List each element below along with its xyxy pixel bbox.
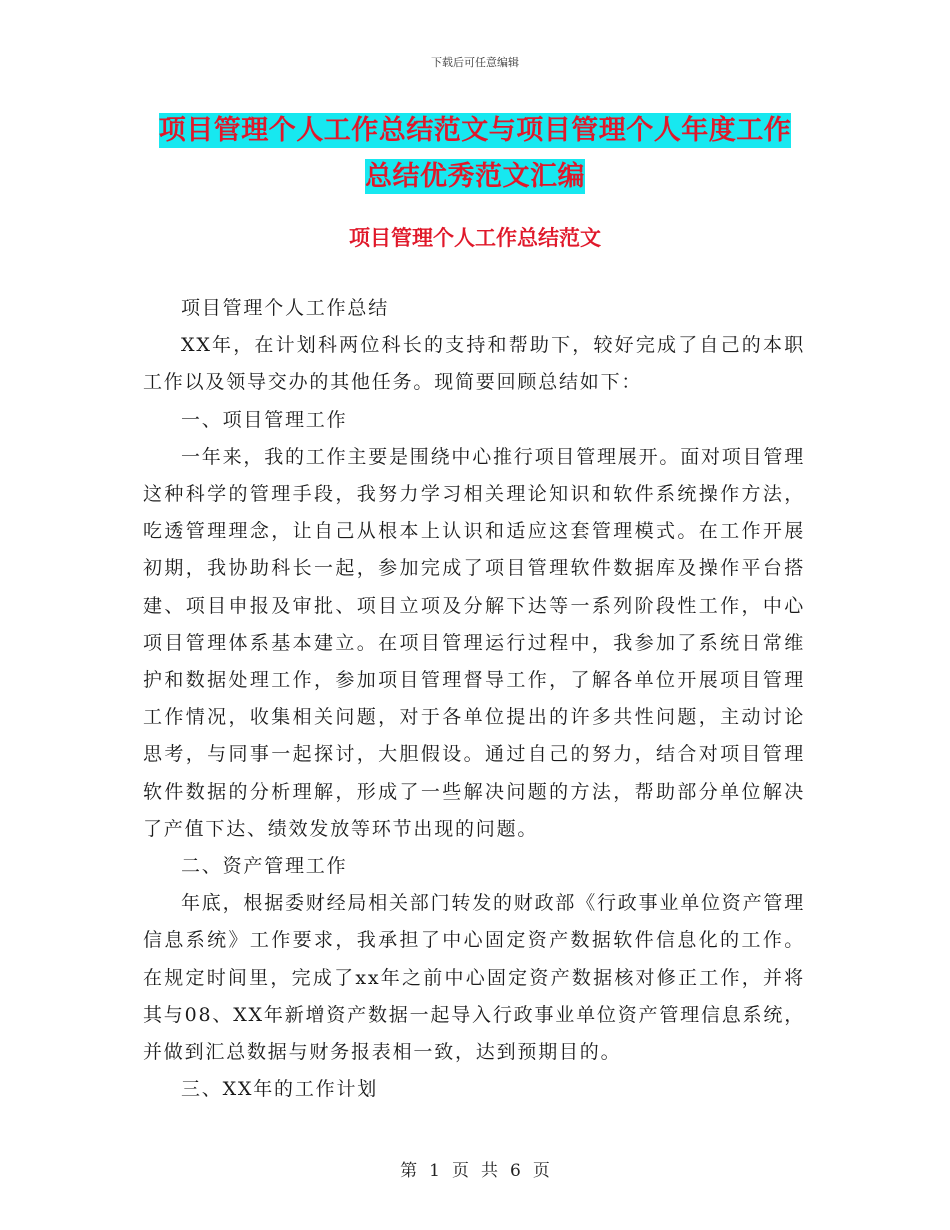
document-body [143, 290, 805, 1108]
paragraph: 年底，根据委财经局相关部门转发的财政部《行政事业单位资产管理信息系统》工作要求，我承担了中心固定资产数据软件信息化的工作。在规定时间里，完成了xx年之前中心固定资产数据核对修正工作，并将其与08、XX年新增资产数据一起导入行政事业单位资产管理信息系统，并做到汇总数据与财务报表相一致，达到预期目的。 [143, 892, 806, 1064]
paragraph: 二、资产管理工作 [181, 855, 348, 878]
paragraph: 一、项目管理工作 [181, 408, 348, 431]
paragraph: 项目管理个人工作总结 [181, 297, 390, 319]
paragraph: 三、XX年的工作计划 [181, 1078, 379, 1101]
footer-page-word: 第 [400, 1161, 418, 1181]
footer-page-number: 1 [429, 1161, 440, 1181]
document-title-text: 项目管理个人工作总结范文与项目管理个人年度工作总结优秀范文汇编 [158, 115, 792, 192]
header-note: 下载后可任意编辑 [431, 56, 519, 69]
footer-page-unit: 页 [452, 1161, 469, 1181]
footer-total-word: 共 [481, 1161, 498, 1181]
document-title [150, 108, 800, 200]
footer-total-unit: 页 [532, 1161, 550, 1181]
section-title: 项目管理个人工作总结范文 [349, 226, 601, 250]
page-footer [0, 1156, 950, 1181]
paragraph: XX年，在计划科两位科长的支持和帮助下，较好完成了自己的本职工作以及领导交办的其他任务。现简要回顾总结如下： [143, 334, 805, 394]
paragraph: 一年来，我的工作主要是围绕中心推行项目管理展开。面对项目管理这种科学的管理手段，我努力学习相关理论知识和软件系统操作方法，吃透管理理念，让自己从根本上认识和适应这套管理模式。在工作开展初期，我协助科长一起，参加完成了项目管理软件数据库及操作平台搭建、项目申报及审批、项目立项及分解下达等一系列阶段性工作，中心项目管理体系基本建立。在项目管理运行过程中，我参加了系统日常维护和数据处理工作，参加项目管理督导工作，了解各单位开展项目管理工作情况，收集相关问题，对于各单位提出的许多共性问题，主动讨论思考，与同事一起探讨，大胆假设。通过自己的努力，结合对项目管理软件数据的分析理解，形成了一些解决问题的方法，帮助部分单位解决了产值下达、绩效发放等环节出现的问题。 [143, 445, 806, 840]
footer-total-pages: 6 [510, 1161, 521, 1181]
